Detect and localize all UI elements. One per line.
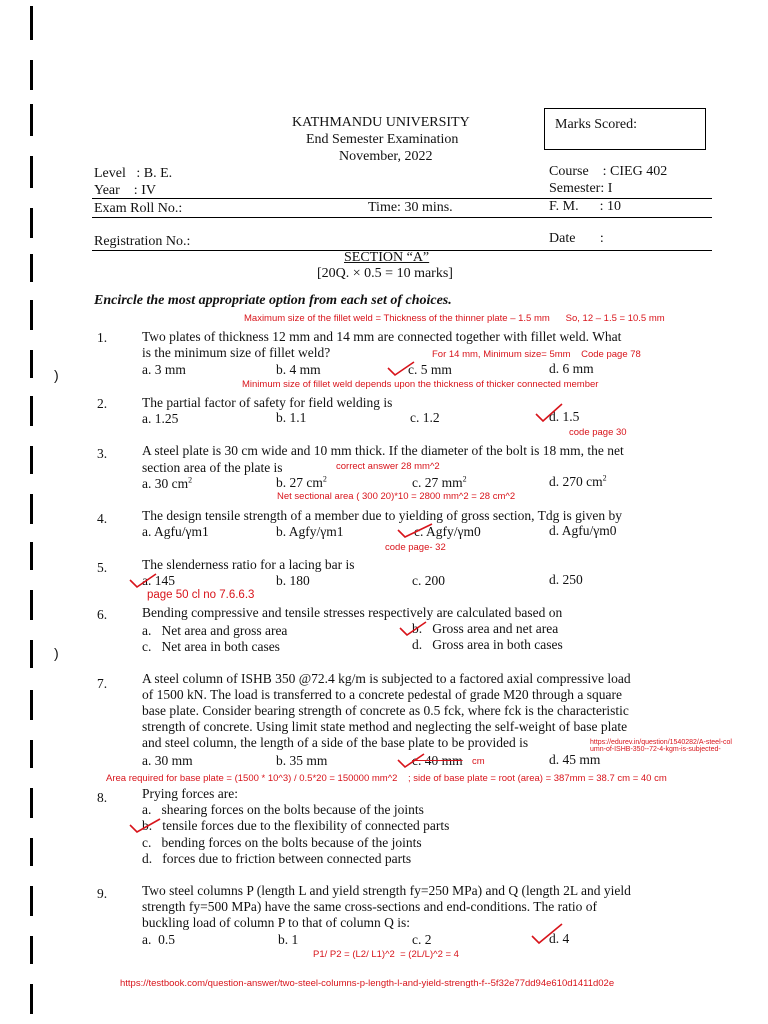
- checkmark-icon: [534, 402, 564, 424]
- reference-link[interactable]: https://edurev.in/question/1540282/A-steel-col: [590, 739, 732, 746]
- checkmark-icon: [396, 752, 426, 770]
- semester-field: Semester: I: [549, 181, 613, 196]
- margin-mark: [30, 300, 33, 330]
- level-field: Level : B. E.: [94, 166, 173, 181]
- option-a: a. 30 $cm^2$: [142, 475, 193, 491]
- marks-scored-box: [544, 108, 706, 150]
- option-a: a. 145: [142, 573, 175, 588]
- option-a: a. 3 mm: [142, 362, 186, 377]
- margin-mark: [30, 690, 33, 720]
- option-a: a. 0.5: [142, 932, 175, 947]
- option-d: d. forces due to friction between connected parts: [142, 851, 412, 866]
- margin-mark: [30, 208, 33, 238]
- option-b: b. 4 mm: [276, 362, 321, 377]
- exam-roll-field: Exam Roll No.:: [94, 201, 183, 216]
- option-a: a. Agfu/γm1: [142, 524, 209, 539]
- header-rule: [92, 217, 712, 218]
- annotation-note: P1/ P2 = (L2/ L1)^2 = (2L/L)^2 = 4: [313, 949, 459, 960]
- question-text: The slenderness ratio for a lacing bar is: [142, 557, 355, 572]
- margin-mark: [30, 254, 33, 282]
- course-field: Course : CIEG 402: [549, 164, 668, 179]
- margin-mark: [30, 838, 33, 866]
- option-b: b. Gross area and net area: [412, 621, 559, 636]
- question-number: 4.: [97, 511, 108, 526]
- question-number: 2.: [97, 396, 108, 411]
- margin-mark: [30, 740, 33, 768]
- margin-mark: [30, 788, 33, 818]
- margin-paren: ): [54, 645, 59, 661]
- margin-mark: [30, 936, 33, 964]
- option-c: c. bending forces on the bolts because of the joints: [142, 835, 422, 850]
- margin-mark: [30, 590, 33, 620]
- checkmark-icon: [396, 522, 436, 542]
- exam-title: End Semester Examination: [306, 132, 459, 147]
- checkmark-icon: [128, 817, 162, 835]
- date-field: Date :: [549, 231, 604, 246]
- annotation-note: code page- 32: [385, 542, 446, 553]
- question-text: section area of the plate is: [142, 460, 283, 475]
- option-a: a. Net area and gross area: [142, 623, 288, 638]
- question-text: base plate. Consider bearing strength of concrete as 0.5 fck, where fck is the characteristic: [142, 703, 629, 718]
- question-text: Bending compressive and tensile stresses respectively are calculated based on: [142, 605, 563, 620]
- option-b: b. Agfy/γm1: [276, 524, 344, 539]
- option-c: c. 40 mm: [412, 753, 463, 768]
- margin-mark: [30, 886, 33, 916]
- option-d: d. 250: [549, 572, 583, 587]
- question-text: strength of concrete. Using limit state method and neglecting the self-weight of base plate: [142, 719, 628, 734]
- margin-mark: [30, 640, 33, 668]
- margin-mark: [30, 494, 33, 524]
- option-d: d. 4: [549, 931, 570, 946]
- option-a: a. 30 mm: [142, 753, 193, 768]
- question-text: strength fy=500 MPa) have the same cross-sections and end-conditions. The ratio of: [142, 899, 598, 914]
- question-number: 8.: [97, 790, 108, 805]
- option-c: c. Agfy/γm0: [414, 524, 481, 539]
- annotation-note: correct answer 28 mm^2: [336, 461, 440, 472]
- option-b: b. tensile forces due to the flexibility of connected parts: [142, 818, 450, 833]
- annotation-note: Net sectional area ( 300 20)*10 = 2800 mm^2 = 28 cm^2: [277, 491, 516, 502]
- option-c: c. 27 $mm^2$: [412, 474, 467, 490]
- question-text: and steel column, the length of a side of the base plate to be provided is: [142, 735, 529, 750]
- option-c: c. 5 mm: [408, 362, 452, 377]
- year-field: Year : IV: [94, 183, 156, 198]
- margin-mark: [30, 542, 33, 570]
- time-field: Time: 30 mins.: [368, 200, 453, 215]
- question-text: is the minimum size of fillet weld?: [142, 345, 331, 360]
- question-text: Prying forces are:: [142, 786, 238, 801]
- footer-reference-link[interactable]: https://testbook.com/question-answer/two-steel-columns-p-length-l-and-yield-strength-f--5f32e77dd94e610d1411d02e: [120, 978, 615, 989]
- question-number: 9.: [97, 886, 108, 901]
- annotation-note: Area required for base plate = (1500 * 10^3) / 0.5*20 = 150000 mm^2 ; side of base plate = root (area) = 387mm = 38.7 cm = 40 cm: [106, 773, 667, 784]
- option-d: d. 45 mm: [549, 752, 601, 767]
- margin-mark: [30, 446, 33, 474]
- checkmark-icon: [398, 620, 428, 640]
- option-b: b. 1: [278, 932, 299, 947]
- margin-mark: [30, 984, 33, 1014]
- annotation-note: cm: [472, 756, 485, 767]
- annotation-note: page 50 cl no 7.6.6.3: [147, 589, 255, 601]
- annotation-note: code page 30: [569, 427, 627, 438]
- question-text: of 1500 kN. The load is transferred to a concrete pedestal of grade M20 through a square: [142, 687, 622, 702]
- option-a: a. 1.25: [142, 411, 179, 426]
- question-number: 5.: [97, 560, 108, 575]
- option-c: c. 2: [412, 932, 432, 947]
- margin-mark: [30, 6, 33, 40]
- margin-mark: [30, 60, 33, 90]
- option-d: d. Gross area in both cases: [412, 637, 563, 652]
- annotation-note: Minimum size of fillet weld depends upon the thickness of thicker connected member: [242, 379, 599, 390]
- reference-link[interactable]: umn-of-ISHB-350--72-4-kgm-is-subjected-: [590, 746, 721, 753]
- instruction: Encircle the most appropriate option from each set of choices.: [94, 293, 452, 308]
- question-text: Two plates of thickness 12 mm and 14 mm are connected together with fillet weld. What: [142, 329, 622, 344]
- registration-field: Registration No.:: [94, 234, 191, 249]
- margin-paren: ): [54, 367, 59, 383]
- margin-mark: [30, 156, 33, 188]
- option-b: b. 180: [276, 573, 310, 588]
- checkmark-icon: [386, 360, 416, 378]
- option-b: b. 1.1: [276, 410, 307, 425]
- marks-scored-label: Marks Scored:: [555, 117, 638, 132]
- annotation-note: For 14 mm, Minimum size= 5mm Code page 78: [432, 349, 641, 360]
- margin-mark: [30, 104, 33, 136]
- option-b: b. 27 $cm^2$: [276, 474, 327, 490]
- checkmark-icon: [530, 922, 564, 948]
- question-text: buckling load of column P to that of column Q is:: [142, 915, 410, 930]
- question-number: 7.: [97, 676, 108, 691]
- option-a: a. shearing forces on the bolts because of the joints: [142, 802, 424, 817]
- option-b: b. 35 mm: [276, 753, 328, 768]
- option-d: d. 1.5: [549, 409, 580, 424]
- option-c: c. 200: [412, 573, 445, 588]
- question-number: 6.: [97, 607, 108, 622]
- option-d: d. 6 mm: [549, 361, 594, 376]
- question-text: The partial factor of safety for field welding is: [142, 395, 393, 410]
- section-title: SECTION “A”: [344, 250, 430, 265]
- question-text: Two steel columns P (length L and yield strength fy=250 MPa) and Q (length 2L and yield: [142, 883, 631, 898]
- option-d: d. 270 $cm^2$: [549, 473, 607, 489]
- margin-mark: [30, 350, 33, 378]
- question-number: 3.: [97, 446, 108, 461]
- question-number: 1.: [97, 330, 108, 345]
- margin-mark: [30, 396, 33, 426]
- annotation-note: Maximum size of the fillet weld = Thickness of the thinner plate – 1.5 mm So, 12 – 1.5 = 10.5 mm: [244, 313, 665, 324]
- marks-formula: [20Q. × 0.5 = 10 marks]: [317, 266, 453, 281]
- full-marks-field: F. M. : 10: [549, 199, 622, 214]
- exam-date: November, 2022: [339, 149, 433, 164]
- question-text: A steel column of ISHB 350 @72.4 kg/m is subjected to a factored axial compressive load: [142, 671, 631, 686]
- option-c: c. 1.2: [410, 410, 440, 425]
- option-d: d. Agfu/γm0: [549, 523, 617, 538]
- university-name: KATHMANDU UNIVERSITY: [292, 115, 470, 130]
- question-text: A steel plate is 30 cm wide and 10 mm thick. If the diameter of the bolt is 18 mm, the net: [142, 443, 624, 458]
- question-text: The design tensile strength of a member due to yielding of gross section, Tdg is given by: [142, 508, 623, 523]
- option-c: c. Net area in both cases: [142, 639, 280, 654]
